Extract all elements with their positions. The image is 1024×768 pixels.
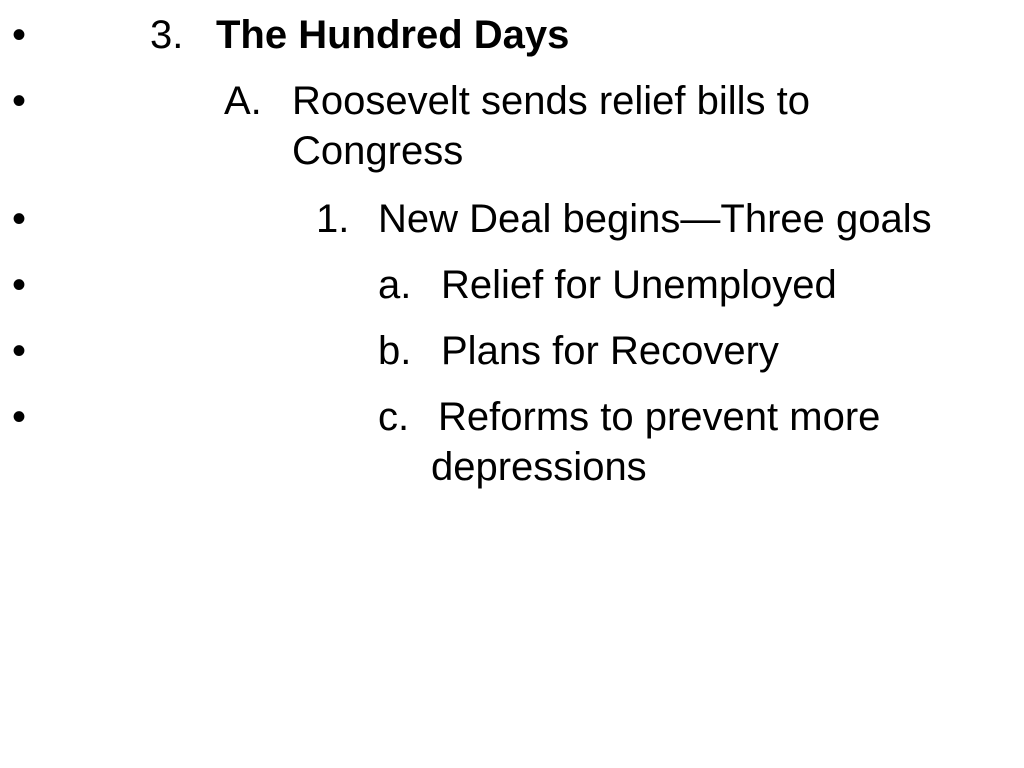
outline-text-line: Roosevelt sends relief bills to — [292, 79, 811, 123]
bullet-dot: • — [12, 395, 27, 439]
outline-text: New Deal begins—Three goals — [378, 197, 932, 241]
outline-text: Plans for Recovery — [441, 329, 779, 373]
outline-marker: 3. — [150, 13, 184, 57]
outline-marker: 1. — [316, 197, 350, 241]
bullet-dot: • — [12, 13, 27, 57]
outline-text-line: Congress — [292, 129, 464, 173]
bullet-dot: • — [12, 329, 27, 373]
outline-text-line: depressions — [431, 445, 647, 489]
outline-marker: a. — [378, 263, 412, 307]
outline-text — [431, 392, 881, 492]
bullet-dot: • — [12, 197, 27, 241]
outline-text-line: Reforms to prevent more — [438, 395, 881, 439]
outline-marker: c. — [378, 395, 410, 439]
outline-text — [292, 76, 810, 176]
outline-heading: The Hundred Days — [216, 13, 570, 57]
bullet-dot: • — [12, 263, 27, 307]
outline-text: Relief for Unemployed — [441, 263, 837, 307]
outline-marker: b. — [378, 329, 412, 373]
outline-marker: A. — [224, 79, 262, 123]
bullet-dot: • — [12, 79, 27, 123]
